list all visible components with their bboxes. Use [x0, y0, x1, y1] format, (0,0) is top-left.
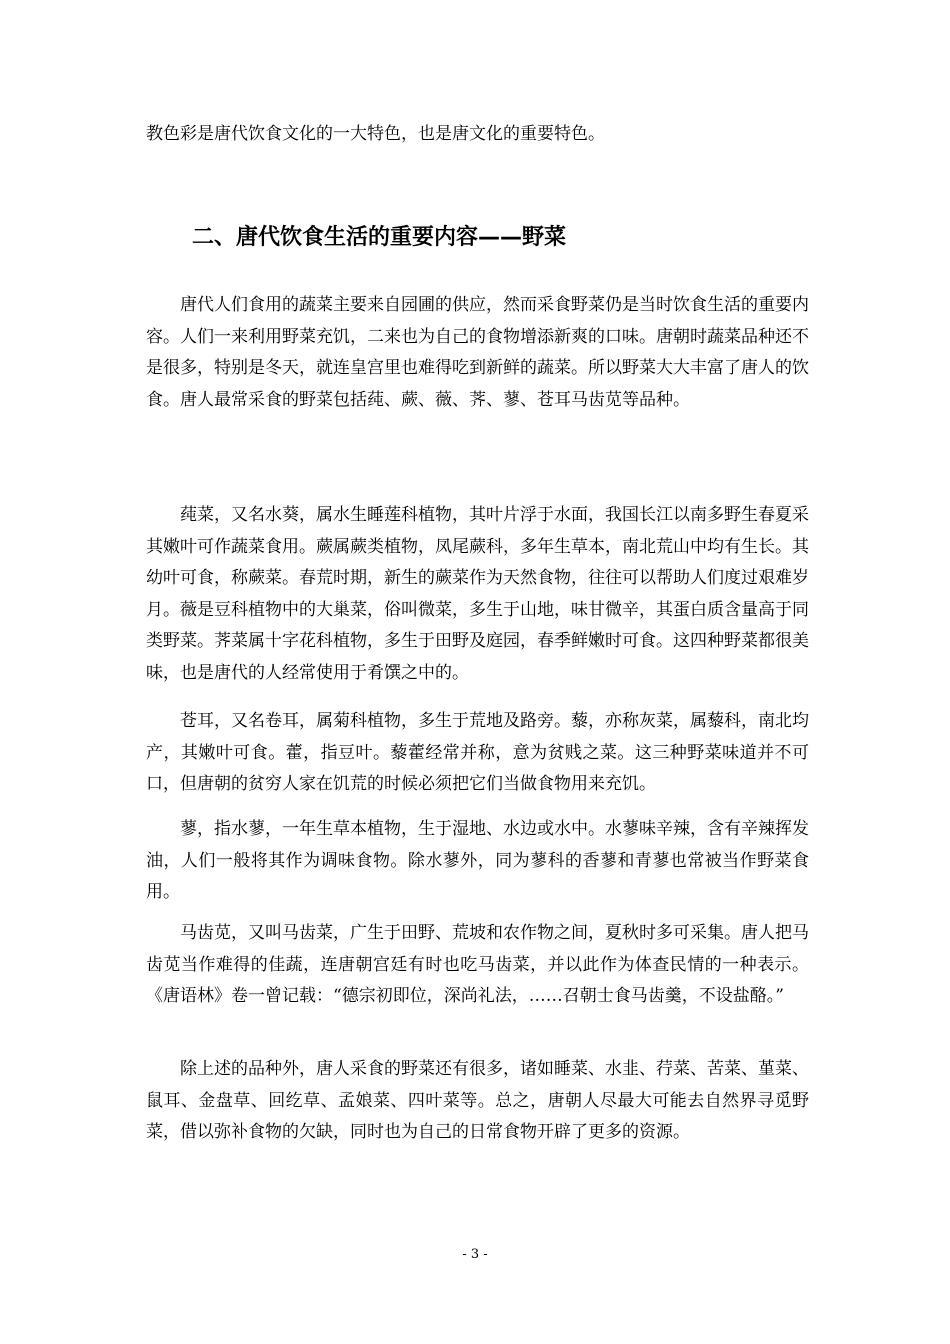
paragraph-chun-jue-wei-ji: 莼菜，又名水葵，属水生睡莲科植物，其叶片浮于水面，我国长江以南多野生春夏采其嫩叶可作蔬菜食用。蕨属蕨类植物，凤尾蕨科，多年生草本，南北荒山中均有生长。其幼叶可食，称蕨菜。春荒时期，新生的蕨菜作为天然食物，往往可以帮助人们度过艰难岁月。薇是豆科植物中的大巢菜，俗叫微菜，多生于山地，味甘微辛，其蛋白质含量高于同类野菜。荠菜属十字花科植物，多生于田野及庭园，春季鲜嫩时可食。这四种野菜都很美味，也是唐代的人经常使用于肴馔之中的。 — [146, 505, 809, 683]
paragraph-cang-er-li-huo: 苍耳，又名卷耳，属菊科植物，多生于荒地及路旁。藜，亦称灰菜，属藜科，南北均产，其嫩叶可食。藿，指豆叶。藜藿经常并称，意为贫贱之菜。这三种野菜味道并不可口，但唐朝的贫穷人家在饥荒的时候必须把它们当做食物用来充饥。 — [146, 711, 809, 794]
paragraph-summary: 除上述的品种外，唐人采食的野菜还有很多，诸如睡菜、水韭、荇菜、苦菜、堇菜、鼠耳、金盘草、回纥草、孟娘菜、四叶菜等。总之，唐朝人尽最大可能去自然界寻觅野菜，借以弥补食物的欠缺，同时也为自己的日常食物开辟了更多的资源。 — [146, 1059, 809, 1142]
paragraph-intro: 唐代人们食用的蔬菜主要来自园圃的供应，然而采食野菜仍是当时饮食生活的重要内容。人们一来利用野菜充饥，二来也为自己的食物增添新爽的口味。唐朝时蔬菜品种还不是很多，特别是冬天，就连皇宫里也难得吃到新鲜的蔬菜。所以野菜大大丰富了唐人的饮食。唐人最常采食的野菜包括莼、蕨、薇、荠、蓼、苍耳马齿苋等品种。 — [146, 295, 809, 410]
page-number: - 3 - — [462, 1247, 488, 1262]
paragraph-ma-chi-xian: 马齿苋，又叫马齿菜，广生于田野、荒坡和农作物之间，夏秋时多可采集。唐人把马齿苋当作难得的佳蔬，连唐朝宫廷有时也吃马齿菜，并以此作为体查民情的一种表示。《唐语林》卷一曾记载：“德宗初即位，深尚礼法，……召朝士食马齿羹，不设盐酪。” — [146, 923, 809, 1006]
continuation-line: 教色彩是唐代饮食文化的一大特色，也是唐文化的重要特色。 — [146, 124, 605, 144]
paragraph-liao: 蓼，指水蓼，一年生草本植物，生于湿地、水边或水中。水蓼味辛辣，含有辛辣挥发油，人们一般将其作为调味食物。除水蓼外，同为蓼科的香蓼和青蓼也常被当作野菜食用。 — [146, 819, 809, 902]
section-heading: 二、唐代饮食生活的重要内容——野菜 — [192, 225, 567, 250]
